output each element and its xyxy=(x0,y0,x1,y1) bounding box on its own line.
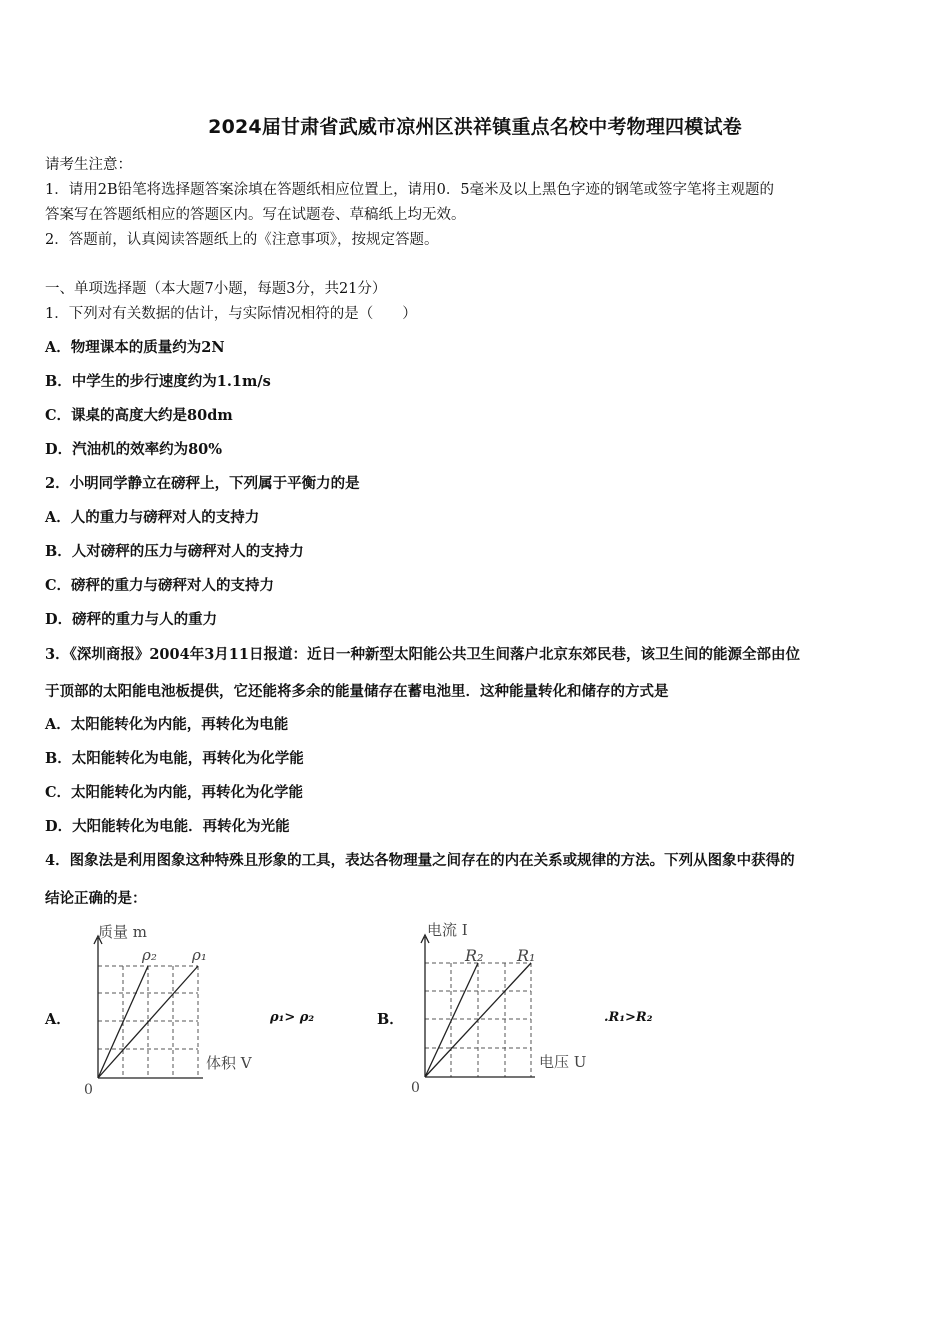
q1-option-b: B．中学生的步行速度约为1.1m/s xyxy=(45,373,271,390)
notice-heading: 请考生注意： xyxy=(45,157,132,173)
q3-option-c: C．太阳能转化为内能，再转化为化学能 xyxy=(45,784,304,801)
r1-label: R₁ xyxy=(517,946,536,965)
notice-line-1-cont: 答案写在答题纸相应的答题区内。写在试题卷、草稿纸上均无效。 xyxy=(45,207,466,223)
section-heading: 一、单项选择题（本大题7小题，每题3分，共21分） xyxy=(45,281,387,297)
rho2-label: ρ₂ xyxy=(142,946,157,964)
q1-stem: 1．下列对有关数据的估计，与实际情况相符的是（ ） xyxy=(45,306,417,322)
q3-option-a: A．太阳能转化为内能，再转化为电能 xyxy=(45,716,289,733)
q2-option-d: D．磅秤的重力与人的重力 xyxy=(45,611,218,628)
y-axis-label: 电流 I xyxy=(427,921,468,939)
x-axis-label: 体积 V xyxy=(206,1054,252,1072)
rho1-label: ρ₁ xyxy=(192,946,207,964)
q3-option-b: B．太阳能转化为电能，再转化为化学能 xyxy=(45,750,304,767)
option-b-condition: .R₁>R₂ xyxy=(604,1010,653,1025)
q2-stem: 2．小明同学静立在磅秤上，下列属于平衡力的是 xyxy=(45,475,360,492)
density-graph xyxy=(78,918,278,1098)
q4-option-b-label: B． xyxy=(377,1011,404,1028)
q1-option-a: A．物理课本的质量约为2N xyxy=(45,339,225,356)
q1-option-d: D．汽油机的效率约为80% xyxy=(45,441,223,458)
notice-line-1: 1．请用2B铅笔将选择题答案涂填在答题纸相应位置上，请用0．5毫米及以上黑色字迹的钢笔或签字笔将主观题的 xyxy=(45,182,775,198)
q1-option-c: C．课桌的高度大约是80dm xyxy=(45,407,233,424)
y-axis-label: 质量 m xyxy=(98,923,147,941)
q2-option-b: B．人对磅秤的压力与磅秤对人的支持力 xyxy=(45,543,304,560)
q2-option-c: C．磅秤的重力与磅秤对人的支持力 xyxy=(45,577,275,594)
q3-stem-line-2: 于顶部的太阳能电池板提供，它还能将多余的能量储存在蓄电池里．这种能量转化和储存的方式是 xyxy=(45,683,669,700)
notice-line-2: 2．答题前，认真阅读答题纸上的《注意事项》，按规定答题。 xyxy=(45,232,439,248)
q3-option-d: D．大阳能转化为电能．再转化为光能 xyxy=(45,818,290,835)
origin-label: 0 xyxy=(411,1080,420,1095)
q2-option-a: A．人的重力与磅秤对人的支持力 xyxy=(45,509,260,526)
q4-stem-line-2: 结论正确的是： xyxy=(45,890,147,907)
origin-label: 0 xyxy=(84,1082,93,1098)
r2-label: R₂ xyxy=(465,946,484,965)
page-title: 2024届甘肃省武威市凉州区洪祥镇重点名校中考物理四模试卷 xyxy=(208,116,742,138)
q4-stem-line-1: 4．图象法是利用图象这种特殊且形象的工具，表达各物理量之间存在的内在关系或规律的方法。下列从图象中获得的 xyxy=(45,852,795,869)
current-voltage-graph xyxy=(405,915,605,1095)
q4-option-a-label: A． xyxy=(45,1011,71,1028)
option-a-condition: ρ₁> ρ₂ xyxy=(270,1010,315,1025)
q3-stem-line-1: 3．《深圳商报》2004年3月11日报道：近日一种新型太阳能公共卫生间落户北京东郊民巷，该卫生间的能源全部由位 xyxy=(45,646,800,663)
x-axis-label: 电压 U xyxy=(539,1053,587,1071)
